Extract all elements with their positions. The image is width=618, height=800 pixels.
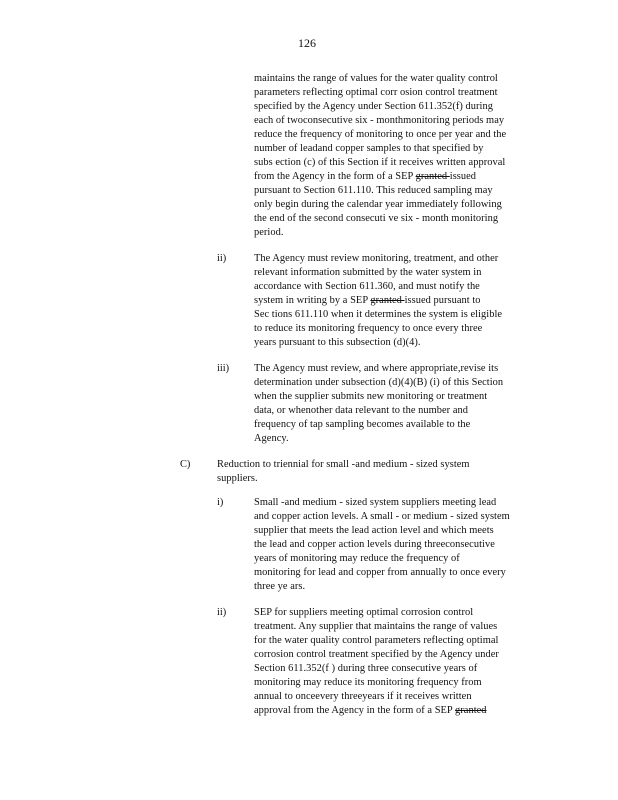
text-line: [254, 418, 470, 432]
item-label-C-ii: ii): [217, 607, 227, 618]
line-text: suppliers.: [217, 473, 258, 484]
deleted-text: granted: [455, 705, 487, 716]
line-text: and copper action levels. A small - or medium - sized system: [254, 511, 510, 522]
line-text: maintains the range of values for the water quality control: [254, 73, 498, 84]
line-text: parameters reflecting optimal corr osion control treatment: [254, 87, 498, 98]
line-text: treatment. Any supplier that maintains the range of values: [254, 621, 498, 632]
text-line: [254, 662, 477, 676]
line-text: issued: [449, 171, 477, 182]
line-text: supplier that meets the lead action level and which meets: [254, 525, 494, 536]
line-text: The Agency must review, and where appropriate,revise its: [254, 363, 499, 374]
text-line: [254, 184, 493, 198]
text-line: [254, 198, 502, 212]
line-text: approval from the Agency in the form of a SEP: [254, 705, 456, 716]
text-line: [254, 128, 506, 142]
line-text: monitoring for lead and copper from annually to once every: [254, 567, 506, 578]
line-text: SEP for suppliers meeting optimal corrosion control: [254, 607, 474, 618]
line-text: number of leadand copper samples to that specified by: [254, 143, 484, 154]
text-line: [254, 580, 305, 594]
text-line: [254, 280, 480, 294]
line-text: corrosion control treatment specified by the Agency under: [254, 649, 499, 660]
text-line: [254, 86, 498, 100]
text-line: [254, 648, 499, 662]
line-text: system in writing by a SEP: [254, 295, 371, 306]
line-text: monitoring may reduce its monitoring frequency from: [254, 677, 482, 688]
line-text: for the water quality control parameters reflecting optimal: [254, 635, 499, 646]
line-text: reduce the frequency of monitoring to once per year and the: [254, 129, 507, 140]
text-line: [254, 606, 473, 620]
deleted-text: granted: [415, 171, 450, 182]
line-text: Sec tions 611.110 when it determines the system is eligible: [254, 309, 503, 320]
text-line: [254, 376, 503, 390]
line-text: relevant information submitted by the water system in: [254, 267, 482, 278]
text-line: [254, 538, 495, 552]
line-text: Reduction to triennial for small -and medium - sized system: [217, 459, 470, 470]
item-label-ii: ii): [217, 253, 227, 264]
line-text: specified by the Agency under Section 611.352(f) during: [254, 101, 493, 112]
line-text: Small -and medium - sized system suppliers meeting lead: [254, 497, 497, 508]
line-text: period.: [254, 227, 284, 238]
text-line: [254, 294, 481, 308]
line-text: three ye ars.: [254, 581, 306, 592]
line-text: data, or whenother data relevant to the number and: [254, 405, 468, 416]
line-text: issued pursuant to: [404, 295, 481, 306]
text-line: [254, 676, 482, 690]
line-text: only begin during the calendar year immediately following: [254, 199, 502, 210]
page-number: 126: [298, 36, 316, 50]
text-line: [254, 100, 493, 114]
text-line: [254, 404, 468, 418]
line-text: pursuant to Section 611.110. This reduced sampling may: [254, 185, 493, 196]
text-line: [217, 472, 258, 486]
text-line: [254, 114, 504, 128]
text-line: [254, 142, 483, 156]
line-text: the lead and copper action levels during threeconsecutive: [254, 539, 495, 550]
text-line: [254, 552, 460, 566]
text-line: [254, 634, 498, 648]
line-text: annual to onceevery threeyears if it receives written: [254, 691, 472, 702]
text-line: [254, 156, 505, 170]
line-text: Section 611.352(f ) during three consecutive years of: [254, 663, 478, 674]
text-line: [254, 390, 487, 404]
line-text: each of twoconsecutive six - monthmonitoring periods may: [254, 115, 505, 126]
item-label-iii: iii): [217, 363, 230, 374]
line-text: Agency.: [254, 433, 289, 444]
text-line: [254, 690, 472, 704]
item-label-C-i: i): [217, 497, 224, 508]
text-line: [254, 432, 289, 446]
line-text: accordance with Section 611.360, and must notify the: [254, 281, 480, 292]
item-label-C: C): [180, 459, 191, 470]
text-line: [254, 620, 497, 634]
line-text: determination under subsection (d)(4)(B) (i) of this Section: [254, 377, 504, 388]
line-text: the end of the second consecuti ve six - month monitoring: [254, 213, 499, 224]
line-text: from the Agency in the form of a SEP: [254, 171, 416, 182]
text-line: [254, 510, 510, 524]
line-text: years of monitoring may reduce the frequency of: [254, 553, 460, 564]
text-line: [254, 362, 498, 376]
line-text: subs ection (c) of this Section if it receives written approval: [254, 157, 506, 168]
text-line: [254, 336, 421, 350]
text-line: [254, 252, 498, 266]
line-text: years pursuant to this subsection (d)(4).: [254, 337, 421, 348]
text-line: [254, 226, 284, 240]
deleted-text: granted: [370, 295, 405, 306]
line-text: when the supplier submits new monitoring or treatment: [254, 391, 488, 402]
text-line: [254, 266, 481, 280]
text-line: [254, 524, 494, 538]
text-line: [254, 72, 498, 86]
text-line: [254, 322, 482, 336]
text-line: [254, 704, 487, 718]
text-line: [254, 496, 496, 510]
text-line: [254, 566, 506, 580]
line-text: frequency of tap sampling becomes available to the: [254, 419, 471, 430]
text-line: [254, 212, 498, 226]
line-text: to reduce its monitoring frequency to once every three: [254, 323, 483, 334]
text-line: [254, 170, 476, 184]
text-line: [254, 308, 502, 322]
line-text: The Agency must review monitoring, treatment, and other: [254, 253, 499, 264]
text-line: [217, 458, 470, 472]
